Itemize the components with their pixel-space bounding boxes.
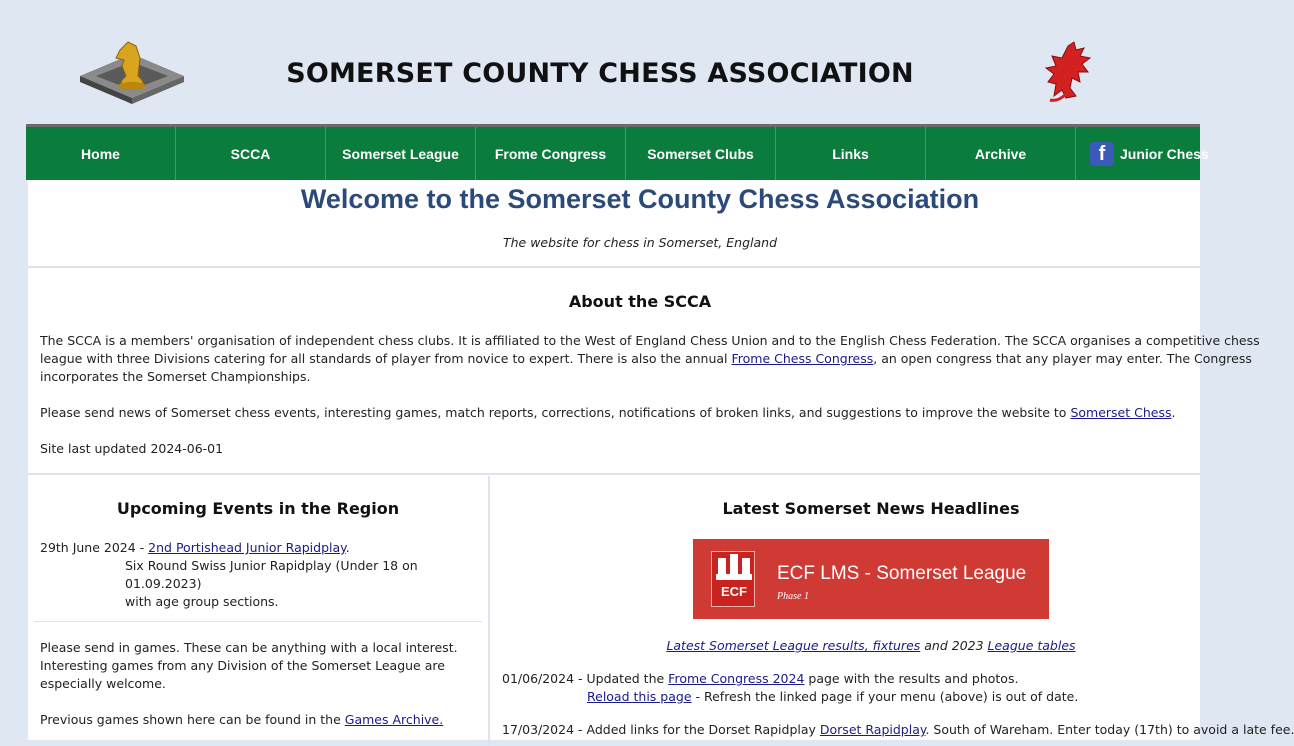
event-description: [125, 557, 485, 611]
ecf-logo-text: ECF: [721, 584, 747, 599]
welcome-title: Welcome to the Somerset County Chess Association: [300, 184, 980, 214]
reload-page-link[interactable]: Reload this page: [587, 689, 692, 704]
nav-somerset-clubs[interactable]: Somerset Clubs: [626, 127, 776, 180]
news-text: 17/03/2024 - Added links for the Dorset Rapidplay: [502, 722, 820, 737]
games-archive-text: Previous games shown here can be found in the: [40, 712, 345, 727]
news-item: [502, 670, 1262, 688]
event-desc-line: Six Round Swiss Junior Rapidplay (Under 18 on 01.09.2023): [125, 558, 418, 591]
somerset-chess-link[interactable]: Somerset Chess: [1070, 405, 1172, 420]
nav-junior-chess-facebook[interactable]: [1076, 127, 1209, 180]
league-results-link[interactable]: Latest Somerset League results, fixtures: [666, 638, 921, 653]
about-text-2: , an open congress that any player may enter. The Congress incorporates the Somerset Championships.: [40, 351, 1252, 384]
banner-subtitle: Phase 1: [777, 591, 809, 602]
games-archive-link[interactable]: Games Archive.: [344, 712, 444, 727]
dorset-rapidplay-link[interactable]: Dorset Rapidplay: [819, 722, 926, 737]
news-text: 01/06/2024 - Updated the: [502, 671, 669, 686]
divider: [34, 621, 482, 622]
nav-home[interactable]: Home: [26, 127, 176, 180]
divider: [28, 266, 1200, 268]
about-paragraph: [40, 332, 1260, 386]
league-mid-text: and 2023: [920, 638, 988, 653]
league-tables-link[interactable]: League tables: [987, 638, 1076, 653]
about-title: About the SCCA: [568, 292, 712, 311]
event-dot: .: [345, 540, 350, 555]
news-item: [502, 721, 1294, 739]
news-text: page with the results and photos.: [804, 671, 1019, 686]
frome-congress-link[interactable]: Frome Chess Congress: [731, 351, 874, 366]
facebook-icon: f: [1090, 142, 1114, 166]
divider: [28, 473, 1200, 475]
news-text: - Refresh the linked page if your menu (above) is out of date.: [691, 689, 1079, 704]
games-text: Please send in games. These can be anything with a local interest. Interesting games from any Division of the Somerset League are especially welcome.: [40, 640, 458, 691]
wyvern-emblem-icon: [1040, 40, 1098, 104]
events-title: Upcoming Events in the Region: [116, 499, 400, 518]
main-content: [28, 180, 1294, 740]
nav-archive[interactable]: Archive: [926, 127, 1076, 180]
site-header: [0, 0, 1200, 124]
event-item: [40, 539, 480, 557]
news-item-reload: [587, 688, 1247, 706]
news-text: . South of Wareham. Enter today (17th) to avoid a late fee.: [925, 722, 1294, 737]
portishead-rapidplay-link[interactable]: 2nd Portishead Junior Rapidplay: [148, 540, 346, 555]
contact-text-end: .: [1171, 405, 1176, 420]
frome-congress-2024-link[interactable]: Frome Congress 2024: [668, 671, 805, 686]
site-updated: Site last updated 2024-06-01: [40, 441, 224, 456]
tagline: The website for chess in Somerset, England: [502, 235, 778, 250]
event-desc-line: with age group sections.: [125, 594, 279, 609]
nav-scca[interactable]: SCCA: [176, 127, 326, 180]
ecf-lms-banner[interactable]: [693, 539, 1049, 619]
ecf-logo-icon: [711, 551, 755, 607]
contact-paragraph: [40, 404, 1260, 422]
event-date: 29th June 2024 -: [40, 540, 149, 555]
games-archive-line: [40, 711, 482, 729]
league-links-line: [490, 637, 1252, 655]
nav-junior-chess-label: Junior Chess: [1120, 145, 1209, 162]
main-nav: [26, 124, 1209, 180]
about-text-1: The SCCA is a members' organisation of independent chess clubs. It is affiliated to the West of England Chess Union and to the English Chess Federation. The SCCA organises a competitive chess league with three Divisions catering for all standards of player from novice to expert. There is also the annual: [40, 333, 1260, 366]
nav-links[interactable]: Links: [776, 127, 926, 180]
site-title: SOMERSET COUNTY CHESS ASSOCIATION: [286, 58, 914, 89]
banner-title: ECF LMS - Somerset League: [777, 563, 1027, 584]
news-title: Latest Somerset News Headlines: [722, 499, 1020, 518]
nav-somerset-league[interactable]: Somerset League: [326, 127, 476, 180]
contact-text: Please send news of Somerset chess events, interesting games, match reports, corrections, notifications of broken links, and suggestions to improve the website to: [40, 405, 1071, 420]
nav-frome-congress[interactable]: Frome Congress: [476, 127, 626, 180]
